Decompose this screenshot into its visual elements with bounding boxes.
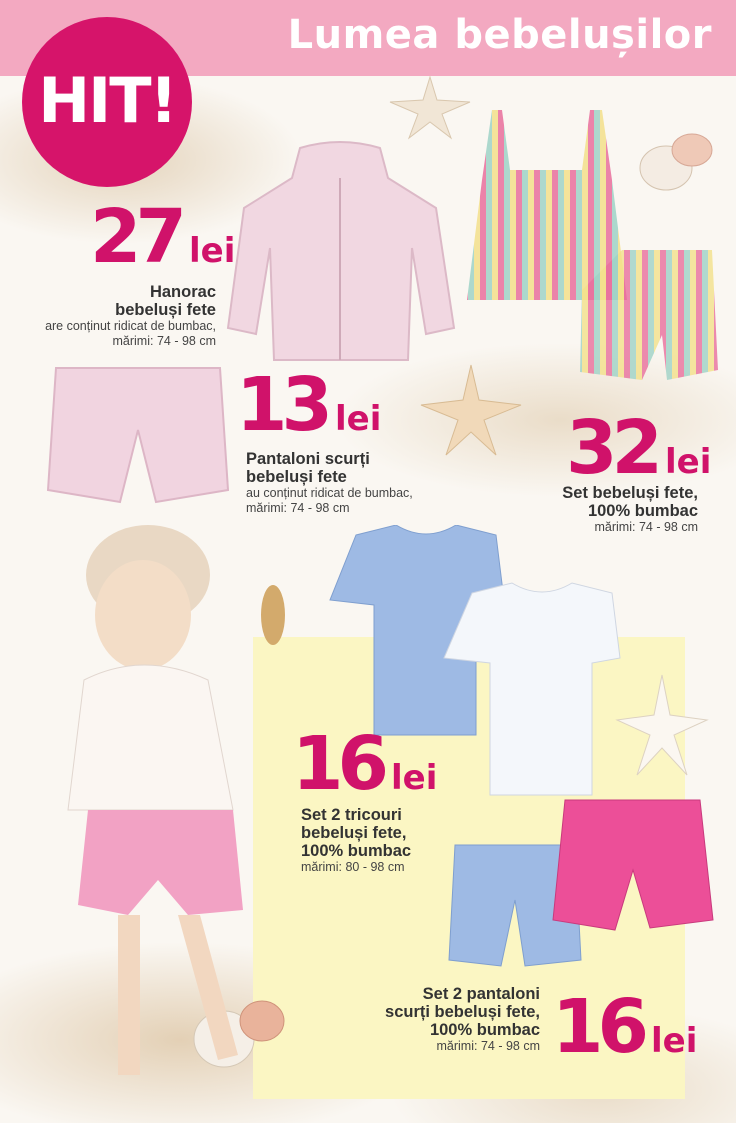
desc-striped-set [478,484,698,535]
page-title: Lumea bebelușilor [287,12,712,58]
striped-set-image [462,110,720,385]
product-detail-line: mărimi: 80 - 98 cm [301,860,405,874]
product-detail-line: mărimi: 74 - 98 cm [246,501,350,515]
price-value: 27 [90,194,181,280]
pink-shorts-image [46,360,230,506]
desc-pink-shorts [246,450,476,516]
product-detail-line: are conținut ridicat de bumbac, [45,319,216,333]
price-tshirts [292,721,437,807]
price-currency: lei [650,1021,698,1061]
product-title-line: bebeluși fete [115,301,216,319]
hit-badge-label: HIT! [38,63,176,137]
product-title-line: Set bebeluși fete, [562,484,698,502]
price-hoodie [90,194,235,280]
price-value: 16 [552,984,643,1070]
desc-hoodie [0,283,216,349]
desc-tshirts [301,806,501,875]
product-title-line: Pantaloni scurți [246,450,370,468]
product-title-line: 100% bumbac [429,1021,540,1039]
product-detail-line: au conținut ridicat de bumbac, [246,486,413,500]
product-detail-line: mărimi: 74 - 98 cm [112,334,216,348]
hoodie-image [222,138,458,366]
product-title-line: bebeluși fete, [301,824,407,842]
price-value: 16 [292,721,383,807]
price-currency: lei [188,231,236,271]
product-detail-line: mărimi: 74 - 98 cm [594,520,698,534]
price-currency: lei [334,399,382,439]
product-title-line: 100% bumbac [301,842,412,860]
product-detail-line: mărimi: 74 - 98 cm [436,1039,540,1053]
price-currency: lei [664,442,712,482]
price-striped-set [566,405,711,491]
starfish-right-icon [612,670,712,780]
price-value: 32 [566,405,657,491]
product-title-line: Set 2 tricouri [301,806,402,824]
product-title-line: 100% bumbac [587,502,698,520]
desc-shorts-set [310,985,540,1054]
product-title-line: Set 2 pantaloni [422,985,540,1003]
product-title-line: Hanorac [149,283,216,301]
hit-badge [22,17,192,187]
product-title-line: bebeluși fete [246,468,347,486]
price-value: 13 [236,362,327,448]
product-title-line: scurți bebeluși fete, [385,1003,540,1021]
price-pink-shorts [236,362,381,448]
price-shorts-set [552,984,697,1070]
price-currency: lei [390,758,438,798]
